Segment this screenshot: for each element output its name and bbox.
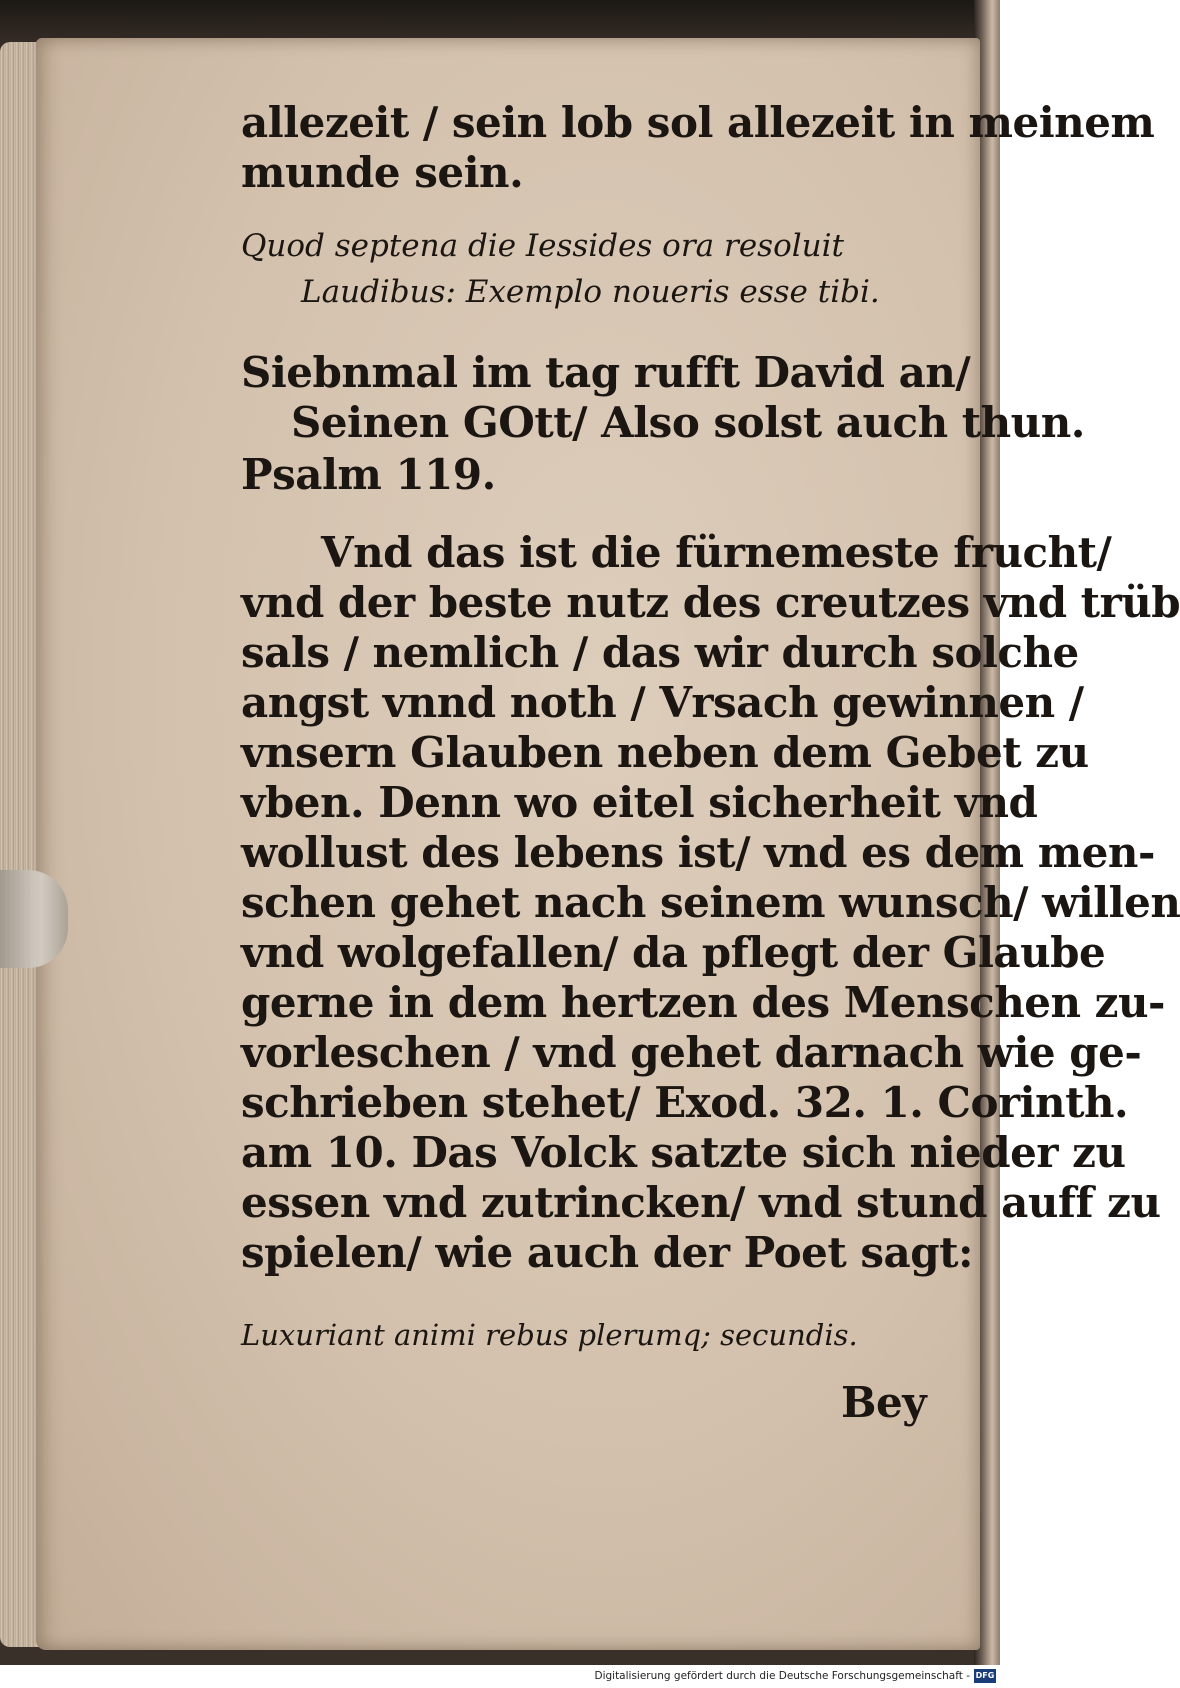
book-clip (0, 870, 68, 968)
paragraph-line: vnsern Glauben neben dem Gebet zu (241, 728, 1089, 777)
latin-verse-line: Quod septena die Iessides ora resoluit (241, 228, 844, 264)
paragraph-line: schen gehet nach seinem wunsch/ willen (241, 878, 1180, 927)
psalm-reference: Psalm 119. (241, 450, 496, 499)
book-page (36, 38, 1180, 1650)
paragraph-line: essen vnd zutrincken/ vnd stund auff zu (241, 1178, 1161, 1227)
verse-line: Seinen GOtt/ Also solst auch thun. (291, 398, 1085, 447)
paragraph-line: Vnd das ist die fürnemeste frucht/ (321, 528, 1112, 577)
paragraph-line: wollust des lebens ist/ vnd es dem men- (241, 828, 1155, 877)
verse-line: Siebnmal im tag rufft David an/ (241, 348, 971, 397)
digitization-credit: Digitalisierung gefördert durch die Deutsche Forschungsgemeinschaft - (594, 1670, 970, 1682)
paragraph-line: sals / nemlich / das wir durch solche (241, 628, 1079, 677)
paragraph-line: schrieben stehet/ Exod. 32. 1. Corinth. (241, 1078, 1129, 1127)
paragraph-line: am 10. Das Volck satzte sich nieder zu (241, 1128, 1126, 1177)
text-line: munde sein. (241, 148, 524, 197)
latin-verse-line: Laudibus: Exemplo noueris esse tibi. (301, 274, 880, 310)
text-line: allezeit / sein lob sol allezeit in meinem (241, 98, 1155, 147)
paragraph-line: vnd der beste nutz des creutzes vnd trüb (241, 578, 1180, 627)
paragraph-line: angst vnnd noth / Vrsach gewinnen / (241, 678, 1084, 727)
paragraph-line: vben. Denn wo eitel sicherheit vnd (241, 778, 1038, 827)
paragraph-line: vorleschen / vnd gehet darnach wie ge- (241, 1028, 1142, 1077)
paragraph-line: vnd wolgefallen/ da pflegt der Glaube (241, 928, 1106, 977)
paragraph-line: gerne in dem hertzen des Menschen zu- (241, 978, 1165, 1027)
paragraph-line: spielen/ wie auch der Poet sagt: (241, 1228, 973, 1277)
latin-quote: Luxuriant animi rebus plerumq; secundis. (241, 1318, 858, 1352)
dfg-logo-icon: DFG (974, 1669, 996, 1683)
catchword: Bey (841, 1378, 927, 1427)
